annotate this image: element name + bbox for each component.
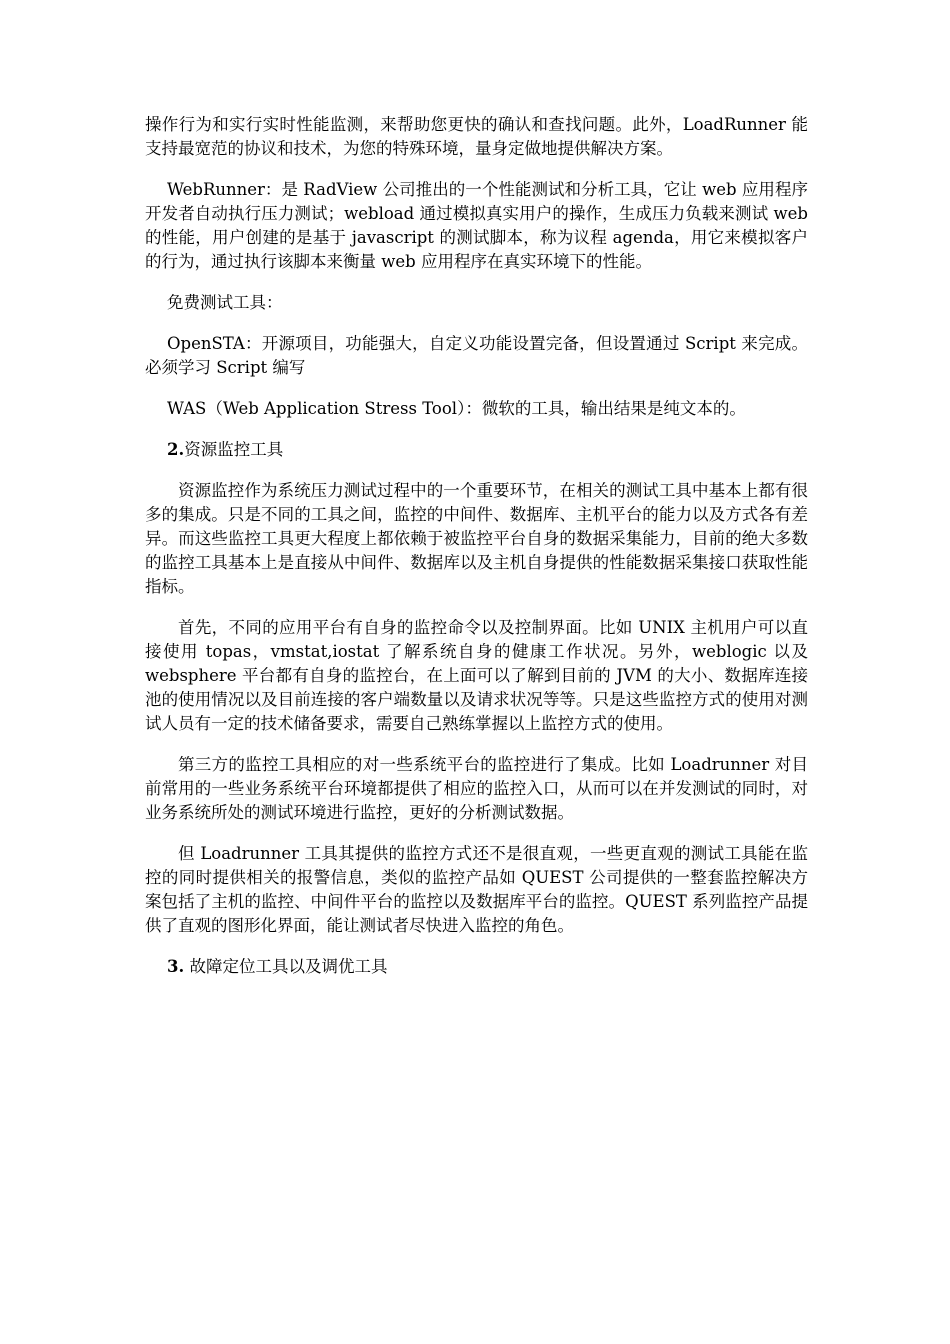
paragraph-opensta: OpenSTA：开源项目，功能强大，自定义功能设置完备，但设置通过 Script 来完成。必须学习 Script 编写 (145, 334, 808, 377)
section-heading-fault-location (145, 955, 808, 979)
section-title: 故障定位工具以及调优工具 (184, 957, 388, 976)
section-number: 2. (167, 440, 185, 459)
paragraph-third-party-tools: 第三方的监控工具相应的对一些系统平台的监控进行了集成。比如 Loadrunner 对目前常用的一些业务系统平台环境都提供了相应的监控入口，从而可以在并发测试的同时，对业务系统所处的测试环境进行监控，更好的分析测试数据。 (145, 755, 808, 822)
section-heading-resource-monitoring (145, 438, 808, 462)
paragraph-webrunner: WebRunner：是 RadView 公司推出的一个性能测试和分析工具，它让 web 应用程序开发者自动执行压力测试；webload 通过模拟真实用户的操作，生成压力负载来测试 web 的性能，用户创建的是基于 javascript 的测试脚本，称为议程 agenda，用它来模拟客户的行为，通过执行该脚本来衡量 web 应用程序在真实环境下的性能。 (145, 180, 814, 271)
paragraph-loadrunner-continued: 操作行为和实行实时性能监测，来帮助您更快的确认和查找问题。此外，LoadRunner 能支持最宽范的协议和技术，为您的特殊环境，量身定做地提供解决方案。 (145, 115, 808, 158)
section-title: 资源监控工具 (184, 440, 284, 459)
paragraph-free-tools: 免费测试工具： (167, 293, 283, 312)
paragraph-platform-monitoring: 首先，不同的应用平台有自身的监控命令以及控制界面。比如 UNIX 主机用户可以直接使用 topas，vmstat,iostat 了解系统自身的健康工作状况。另外，weblogic 以及 websphere 平台都有自身的监控台，在上面可以了解到目前的 JVM 的大小、数据库连接池的使用情况以及目前连接的客户端数量以及请求状况等等。只是这些监控方式的使用对测试人员有一定的技术储备要求，需要自己熟练掌握以上监控方式的使用。 (145, 618, 814, 733)
paragraph-resource-monitoring: 资源监控作为系统压力测试过程中的一个重要环节，在相关的测试工具中基本上都有很多的集成。只是不同的工具之间，监控的中间件、数据库、主机平台的能力以及方式各有差异。而这些监控工具更大程度上都依赖于被监控平台自身的数据采集能力，目前的绝大多数的监控工具基本上是直接从中间件、数据库以及主机自身提供的性能数据采集接口获取性能指标。 (145, 481, 808, 596)
section-number: 3. (167, 957, 185, 976)
paragraph-was: WAS（Web Application Stress Tool）：微软的工具，输出结果是纯文本的。 (167, 399, 746, 418)
document-page (145, 113, 814, 996)
paragraph-quest-products: 但 Loadrunner 工具其提供的监控方式还不是很直观，一些更直观的测试工具能在监控的同时提供相关的报警信息，类似的监控产品如 QUEST 公司提供的一整套监控解决方案包括了主机的监控、中间件平台的监控以及数据库平台的监控。QUEST 系列监控产品提供了直观的图形化界面，能让测试者尽快进入监控的角色。 (145, 844, 808, 935)
